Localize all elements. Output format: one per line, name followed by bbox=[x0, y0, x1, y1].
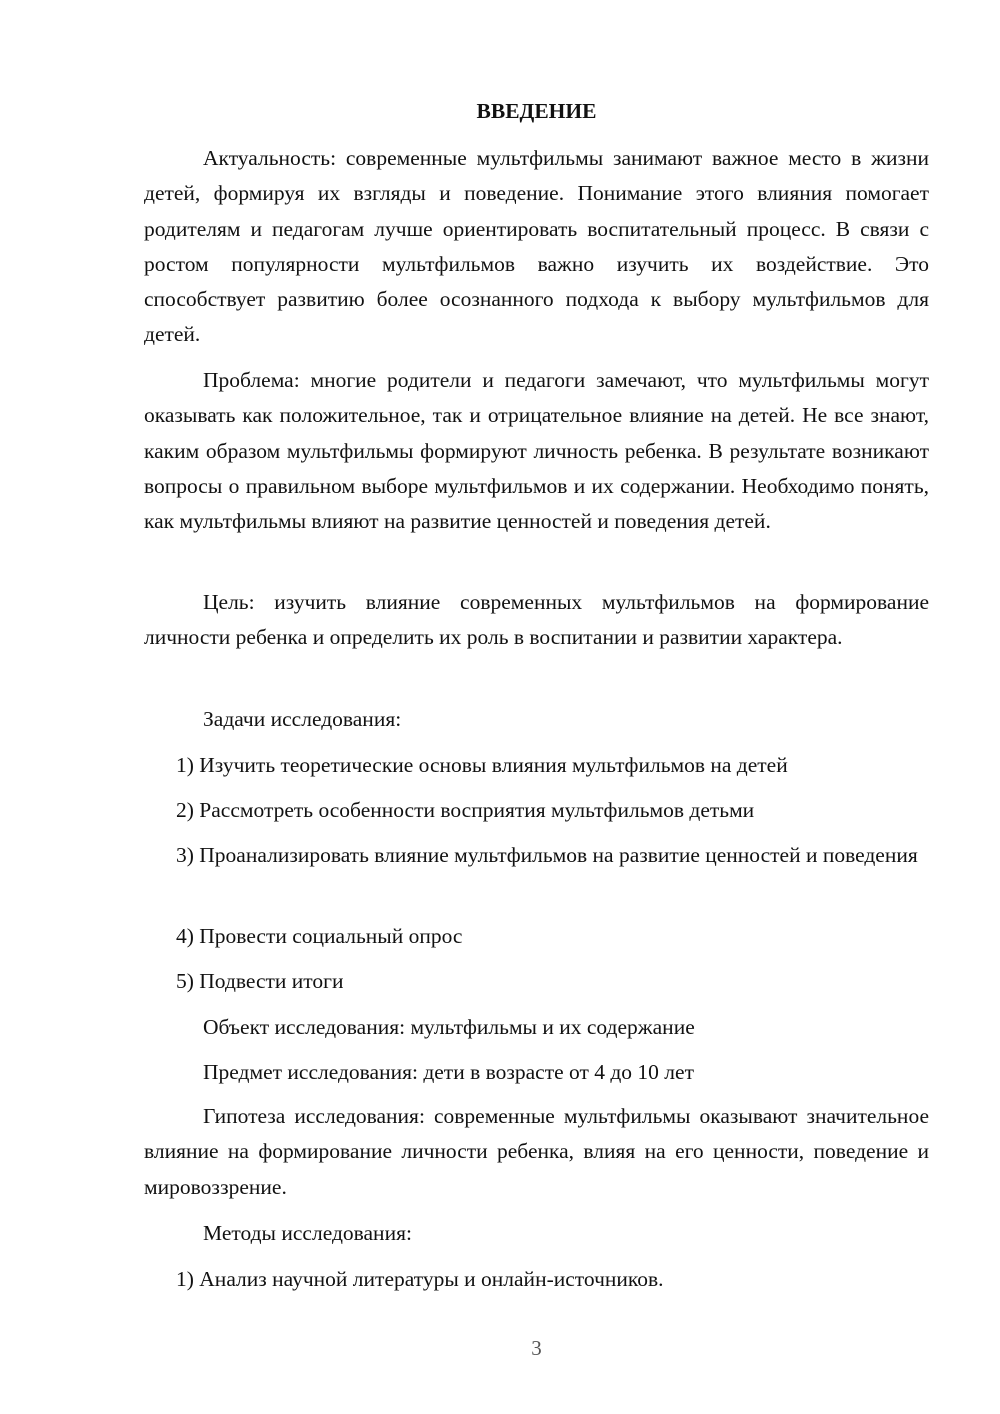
task-item-3: 3) Проанализировать влияние мультфильмов на развитие ценностей и поведения bbox=[176, 843, 918, 867]
problem-paragraph: Проблема: многие родители и педагоги замечают, что мультфильмы могут оказывать как положительное, так и отрицательное влияние на детей. Не все знают, каким образом мультфильмы формируют личность ребенка. В результате возникают вопросы о правильном выборе мультфильмов и их содержании. Необходимо понять, как мультфильмы влияют на развитие ценностей и поведения детей. bbox=[144, 368, 929, 534]
relevance-paragraph: Актуальность: современные мультфильмы занимают важное место в жизни детей, формируя их взгляды и поведение. Понимание этого влияния помогает родителям и педагогам лучше ориентировать воспитательный процесс. В связи с ростом популярности мультфильмов важно изучить их воздействие. Это способствует развитию более осознанного подхода к выбору мультфильмов для детей. bbox=[144, 146, 929, 347]
research-subject: Предмет исследования: дети в возрасте от 4 до 10 лет bbox=[203, 1060, 694, 1084]
task-item-2: 2) Рассмотреть особенности восприятия мультфильмов детьми bbox=[176, 798, 755, 822]
hypothesis-paragraph: Гипотеза исследования: современные мультфильмы оказывают значительное влияние на формирование личности ребенка, влияя на его ценности, поведение и мировоззрение. bbox=[144, 1104, 929, 1199]
task-item-4: 4) Провести социальный опрос bbox=[176, 924, 463, 948]
task-item-5: 5) Подвести итоги bbox=[176, 969, 344, 993]
research-object: Объект исследования: мультфильмы и их содержание bbox=[203, 1015, 695, 1039]
page-number: 3 bbox=[531, 1336, 542, 1360]
methods-title: Методы исследования: bbox=[203, 1221, 412, 1245]
tasks-title: Задачи исследования: bbox=[203, 707, 402, 731]
task-item-1: 1) Изучить теоретические основы влияния мультфильмов на детей bbox=[176, 753, 788, 777]
section-heading: ВВЕДЕНИЕ bbox=[476, 99, 597, 123]
method-item-1: 1) Анализ научной литературы и онлайн-источников. bbox=[176, 1267, 664, 1291]
goal-paragraph: Цель: изучить влияние современных мультфильмов на формирование личности ребенка и определить их роль в воспитании и развитии характера. bbox=[144, 590, 929, 650]
